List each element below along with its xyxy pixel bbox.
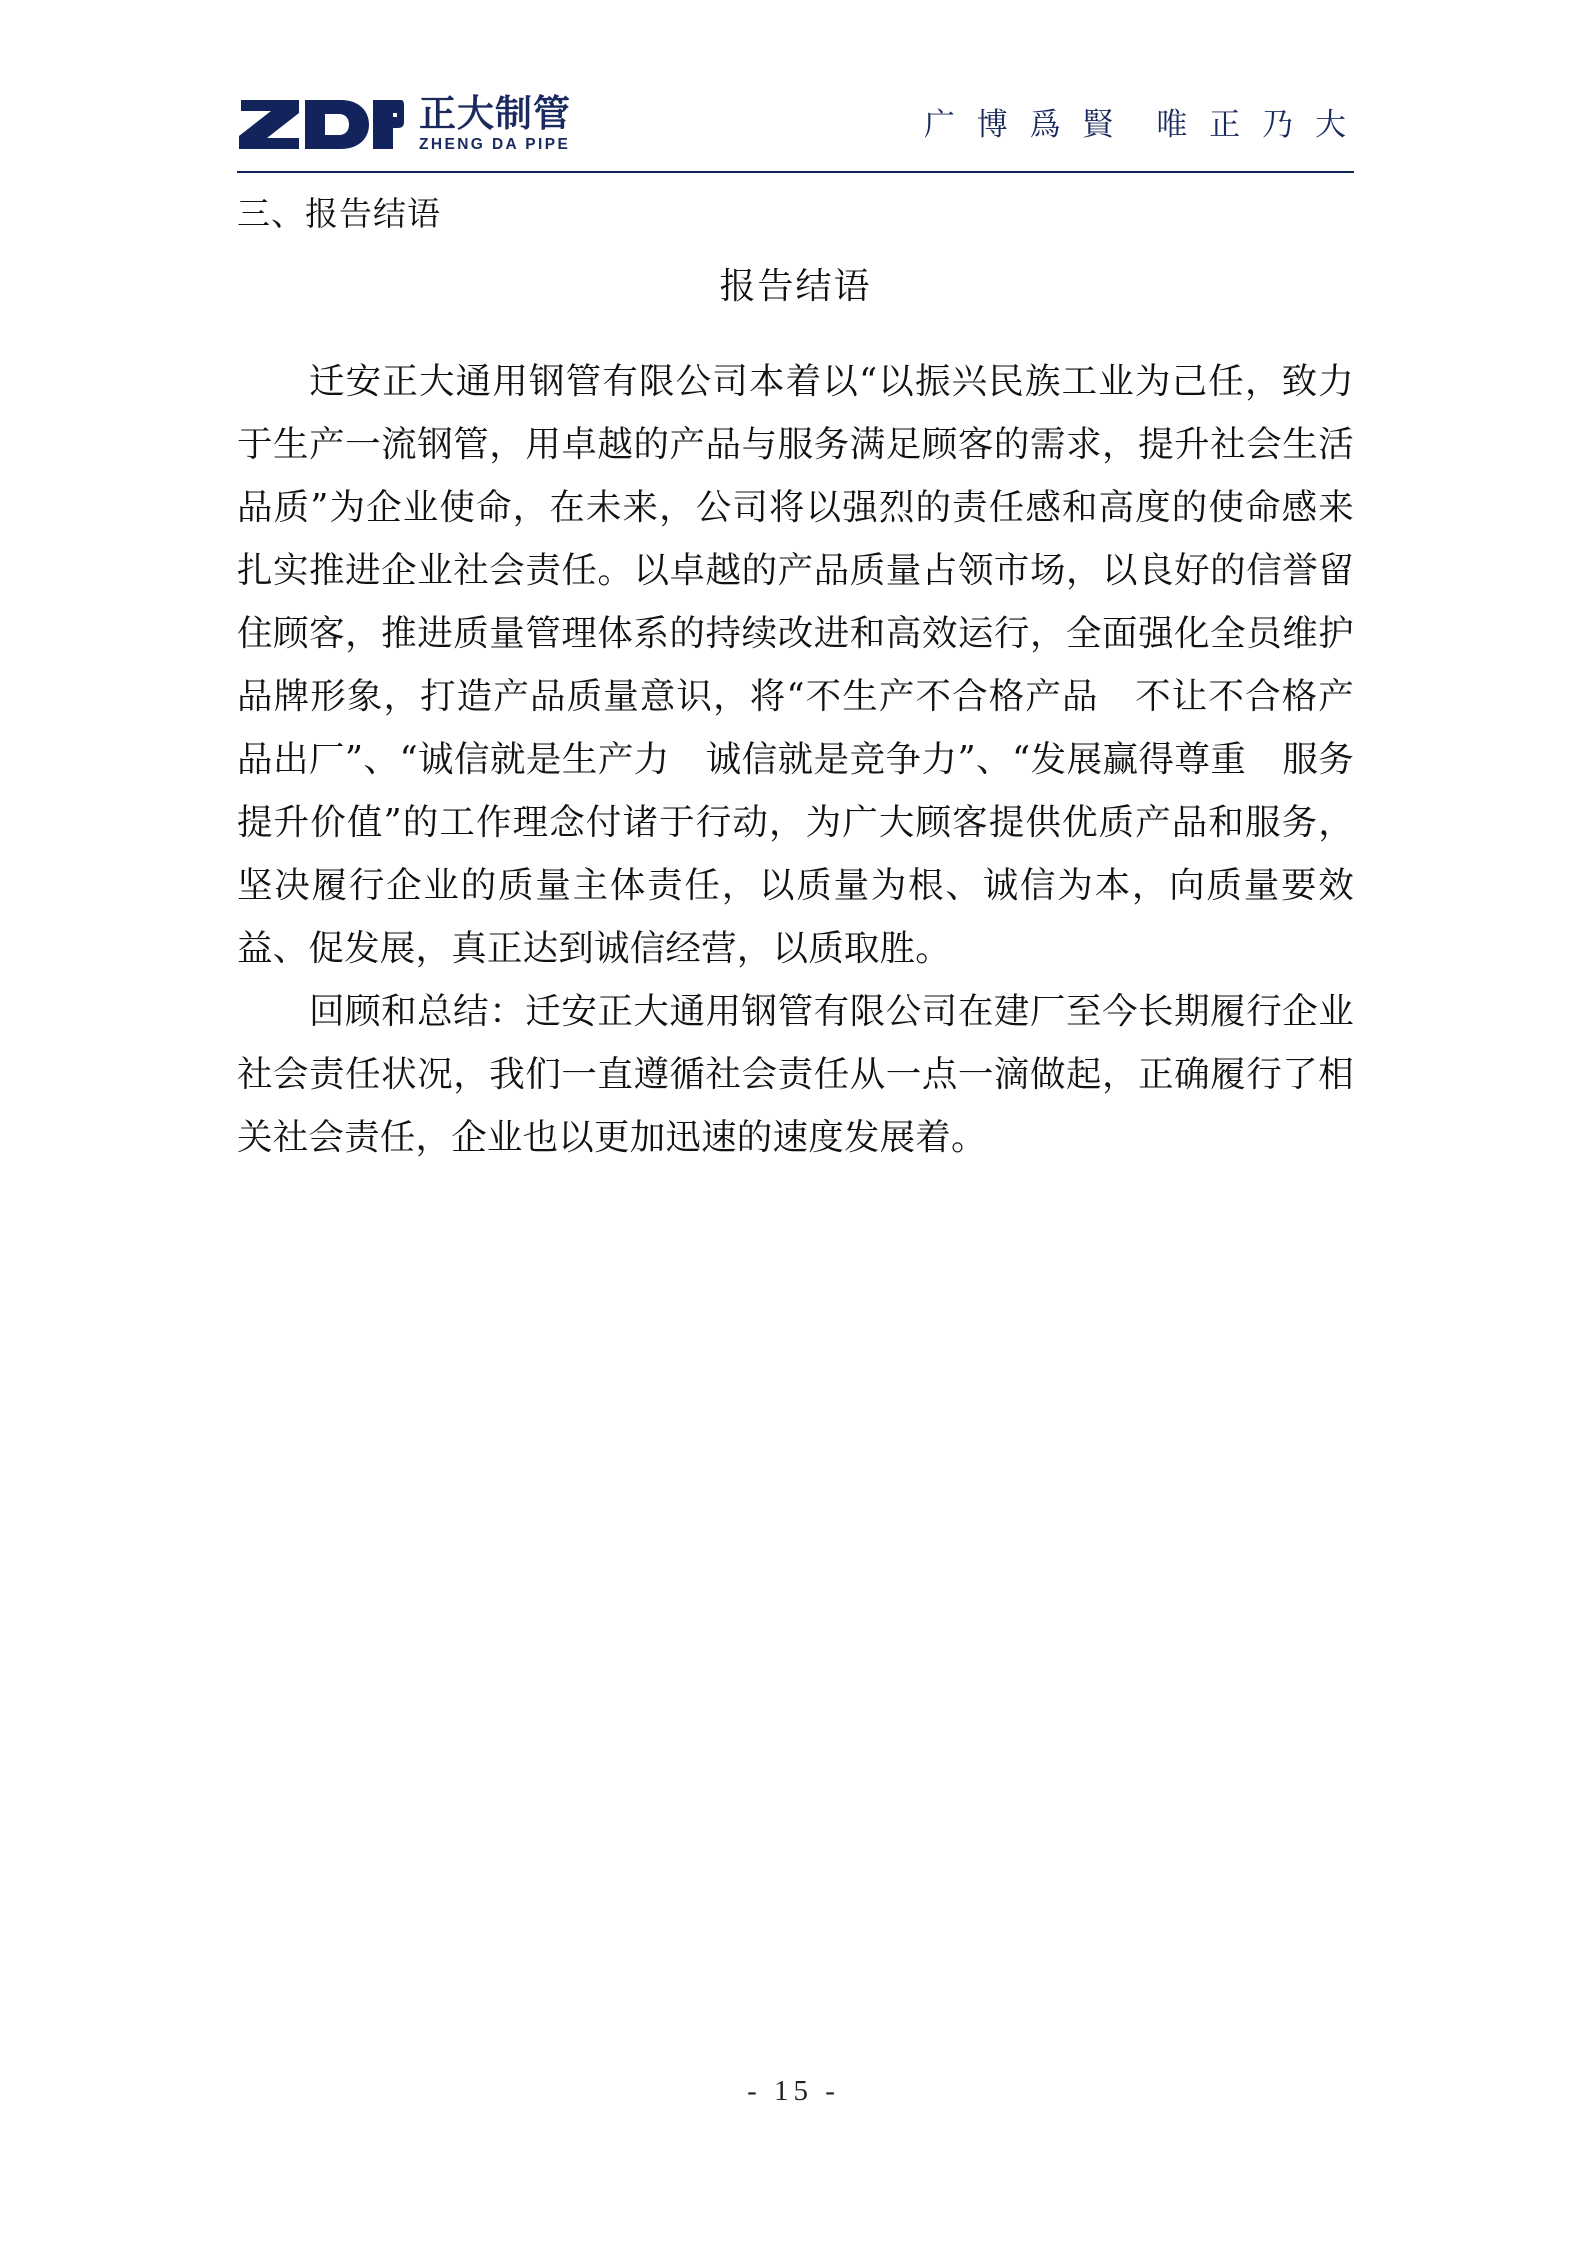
company-name-en: ZHENG DA PIPE xyxy=(419,136,571,153)
page-title: 报告结语 xyxy=(719,266,872,307)
paragraph: 回顾和总结：迁安正大通用钢管有限公司在建厂至今长期履行企业社会责任状况，我们一直遵循社会责任从一点一滴做起，正确履行了相关社会责任，企业也以更加迅速的速度发展着。 xyxy=(237,991,1354,1158)
zdp-logo-icon xyxy=(237,96,405,152)
company-name-cn: 正大制管 xyxy=(419,92,571,135)
page-header xyxy=(237,78,1352,170)
header-divider xyxy=(237,171,1354,173)
body-content xyxy=(237,350,1354,1169)
section-heading: 三、报告结语 xyxy=(237,194,441,233)
company-logo xyxy=(237,94,571,154)
paragraph: 迁安正大通用钢管有限公司本着以“以振兴民族工业为己任，致力于生产一流钢管，用卓越的产品与服务满足顾客的需求，提升社会生活品质”为企业使命，在未来，公司将以强烈的责任感和高度的使命感来扎实推进企业社会责任。以卓越的产品质量占领市场，以良好的信誉留住顾客，推进质量管理体系的持续改进和高效运行，全面强化全员维护品牌形象，打造产品质量意识，将“不生产不合格产品 不让不合格产品出厂”、“诚信就是生产力 诚信就是竞争力”、“发展赢得尊重 服务提升价值”的工作理念付诸于行动，为广大顾客提供优质产品和服务，坚决履行企业的质量主体责任，以质量为根、诚信为本，向质量要效益、促发展，真正达到诚信经营，以质取胜。 xyxy=(237,361,1354,969)
company-name-block xyxy=(419,94,571,154)
page-number: - 15 - xyxy=(747,2075,840,2107)
company-slogan: 广 博 爲 賢 唯 正 乃 大 xyxy=(923,106,1352,143)
